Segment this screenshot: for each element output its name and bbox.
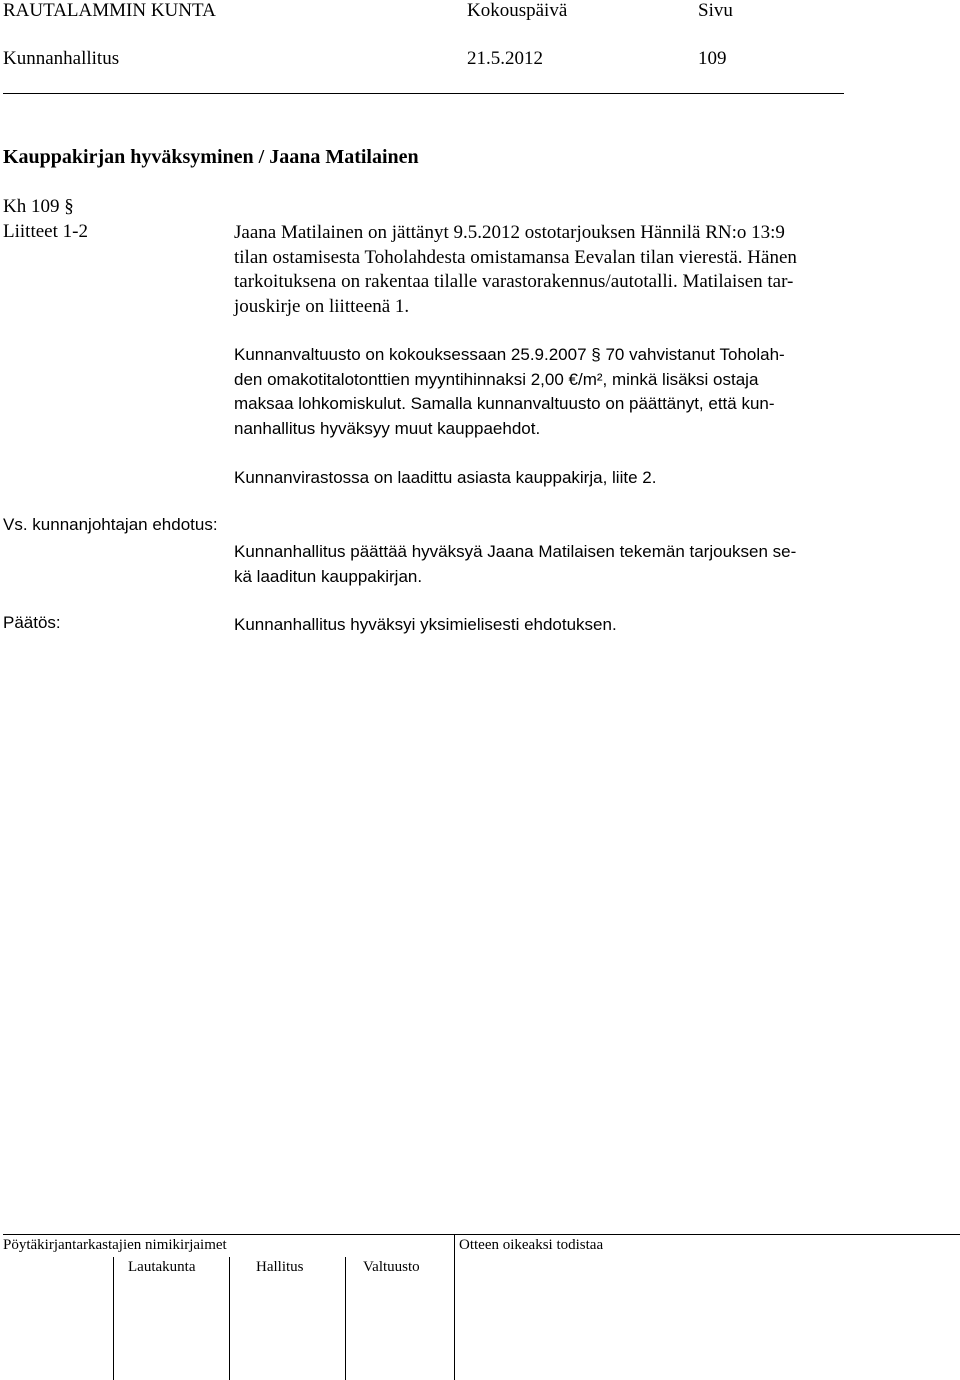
footer-column-council: Valtuusto — [363, 1259, 420, 1275]
footer-divider — [3, 1234, 960, 1235]
decision-text — [234, 613, 874, 638]
text-line: Kunnanhallitus päättää hyväksyä Jaana Matilaisen tekemän tarjouksen se- — [234, 542, 797, 561]
municipality-name: RAUTALAMMIN KUNTA — [3, 0, 216, 21]
text-line: Kunnanvirastossa on laadittu asiasta kauppakirja, liite 2. — [234, 468, 657, 487]
text-line: Kunnanvaltuusto on kokouksessaan 25.9.2007 § 70 vahvistanut Toholah- — [234, 345, 785, 364]
footer-cell-divider — [229, 1257, 230, 1380]
text-line: maksaa lohkomiskulut. Samalla kunnanvaltuusto on päättänyt, että kun- — [234, 394, 775, 413]
paragraph-offer — [234, 221, 874, 319]
text-line: tarkoituksena on rakentaa tilalle varastorakennus/autotalli. Matilaisen tar- — [234, 271, 794, 292]
header-divider — [3, 93, 844, 94]
meeting-date-label: Kokouspäivä — [467, 0, 568, 21]
text-line: nanhallitus hyväksyy muut kauppaehdot. — [234, 418, 541, 438]
meeting-date: 21.5.2012 — [467, 48, 543, 69]
text-line: tilan ostamisesta Toholahdesta omistamansa Eevalan tilan vierestä. Hänen — [234, 246, 797, 268]
paragraph-council-decision — [234, 343, 874, 441]
paragraph-deed — [234, 466, 874, 491]
decision-label: Päätös: — [3, 613, 61, 632]
proposal-text — [234, 540, 874, 589]
signatures-label: Pöytäkirjantarkastajien nimikirjaimet — [3, 1237, 227, 1253]
footer-column-divider — [454, 1234, 455, 1380]
page-label: Sivu — [698, 0, 733, 21]
footer-cell-divider — [113, 1257, 114, 1380]
text-line: kä laaditun kauppakirjan. — [234, 566, 423, 586]
footer-column-committee: Lautakunta — [128, 1259, 196, 1275]
text-line: Kunnanhallitus hyväksyi yksimielisesti ehdotuksen. — [234, 615, 617, 634]
text-line: den omakotitalotonttien myyntihinnaksi 2,00 €/m², minkä lisäksi ostaja — [234, 369, 759, 389]
section-reference: Kh 109 § — [3, 196, 74, 217]
page-number: 109 — [698, 48, 727, 69]
certified-label: Otteen oikeaksi todistaa — [459, 1237, 604, 1253]
text-line: jouskirje on liitteenä 1. — [234, 295, 410, 317]
text-line: Jaana Matilainen on jättänyt 9.5.2012 ostotarjouksen Hännilä RN:o 13:9 — [234, 222, 785, 243]
footer-column-board: Hallitus — [256, 1259, 304, 1275]
body-name: Kunnanhallitus — [3, 48, 120, 69]
proposal-label: Vs. kunnanjohtajan ehdotus: — [3, 515, 218, 534]
page-title: Kauppakirjan hyväksyminen / Jaana Matilainen — [3, 146, 419, 168]
footer-cell-divider — [345, 1257, 346, 1380]
attachments-label: Liitteet 1-2 — [3, 221, 88, 242]
